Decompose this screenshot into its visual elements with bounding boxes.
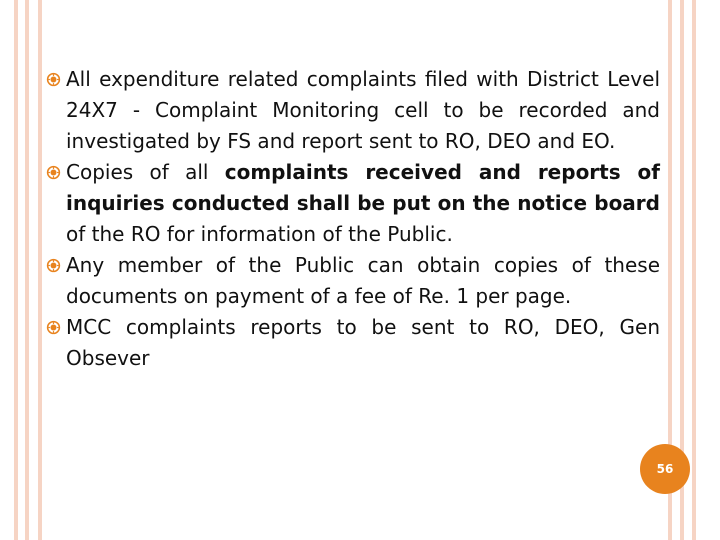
- bullet-item: [46, 64, 660, 157]
- page-number: 56: [656, 462, 674, 476]
- bullet-item: [46, 312, 660, 374]
- bullet-text: All expenditure related complaints filed with District Level 24X7 - Complaint Monitoring cell to be recorded and investigated by FS and report sent to RO, DEO and EO.: [66, 67, 660, 153]
- bullet-text-bold: complaints received and reports of inquiries conducted shall be put on the notice board: [66, 160, 660, 215]
- sunburst-bullet-icon: [46, 258, 61, 273]
- page-number-badge: [640, 444, 690, 494]
- left-border-stripe: [14, 0, 18, 540]
- bullet-item: [46, 157, 660, 250]
- slide-content: [46, 64, 660, 374]
- bullet-text: MCC complaints reports to be sent to RO, DEO, Gen Obsever: [66, 315, 660, 370]
- sunburst-bullet-icon: [46, 165, 61, 180]
- bullet-list: [46, 64, 660, 374]
- left-border-stripe: [38, 0, 42, 540]
- bullet-text-start: Copies of all: [66, 160, 225, 184]
- sunburst-bullet-icon: [46, 320, 61, 335]
- right-border-stripe: [692, 0, 696, 540]
- bullet-item: [46, 250, 660, 312]
- left-border-stripe: [25, 0, 29, 540]
- sunburst-bullet-icon: [46, 72, 61, 87]
- bullet-text: Any member of the Public can obtain copies of these documents on payment of a fee of Re. 1 per page.: [66, 253, 660, 308]
- bullet-text-end: of the RO for information of the Public.: [66, 222, 453, 246]
